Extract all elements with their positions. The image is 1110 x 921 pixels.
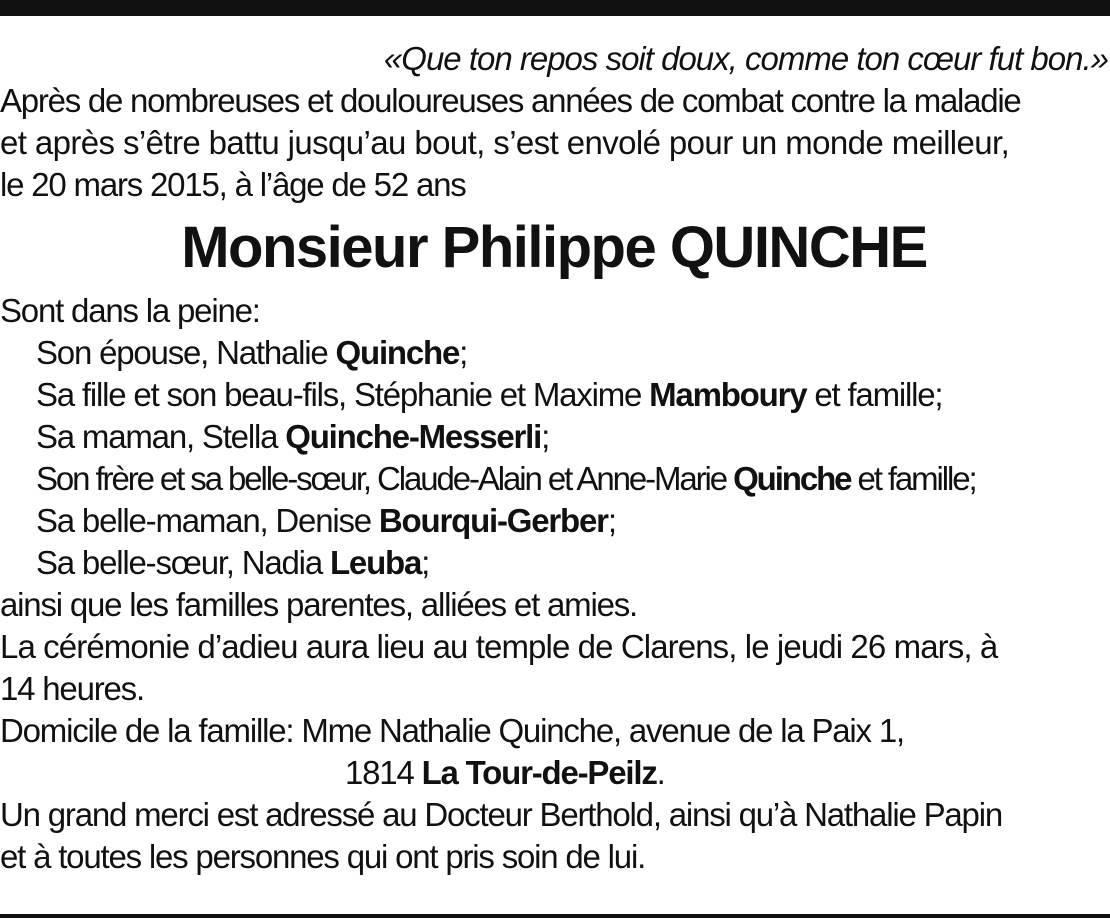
mourner-line [0,458,1108,500]
mourner-surname: Quinche-Messerli [285,418,542,455]
bottom-border-rule [0,914,1110,918]
domicile-postcode: 1814 [345,754,422,791]
deceased-name: Monsieur Philippe QUINCHE [181,215,927,280]
mourner-surname: Quinche [335,334,460,371]
mourner-text: Son épouse, Nathalie [36,334,336,371]
mourner-line [0,416,1108,458]
mourners-heading: Sont dans la peine: [0,292,260,329]
mourner-line [0,500,1108,542]
domicile-address [0,752,1108,794]
mourner-suffix: ; [421,544,430,581]
intro-line-1: Après de nombreuses et douloureuses années de combat contre la maladie [0,82,1021,119]
thanks-line-1: Un grand merci est adressé au Docteur Berthold, ainsi qu’à Nathalie Papin [0,796,1002,833]
mourner-surname: Bourqui-Gerber [378,502,608,539]
mourner-text: Sa maman, Stella [36,418,286,455]
mourner-text: Sa belle-sœur, Nadia [36,544,330,581]
mourner-line [0,374,1108,416]
intro-line-3: le 20 mars 2015, à l’âge de 52 ans [0,166,466,203]
domicile-line-1: Domicile de la famille: Mme Nathalie Quinche, avenue de la Paix 1, [0,712,904,749]
domicile-town: La Tour-de-Peilz [421,754,657,791]
mourner-suffix: ; [541,418,550,455]
domicile-end: . [656,754,665,791]
obituary-notice [0,38,1108,878]
epigraph-quote: «Que ton repos soit doux, comme ton cœur fut bon.» [383,40,1108,77]
mourner-text: Sa fille et son beau-fils, Stéphanie et Maxime [36,376,650,413]
mourner-suffix: ; [459,334,468,371]
intro-line-2: et après s’être battu jusqu’au bout, s’est envolé pour un monde meilleur, [0,124,1010,161]
mourner-suffix: ; [607,502,616,539]
mourner-surname: Quinche [733,460,851,497]
mourner-suffix: et famille; [850,460,976,497]
mourner-surname: Mamboury [649,376,807,413]
thanks-line-2: et à toutes les personnes qui ont pris soin de lui. [0,838,646,875]
ceremony-line-1: La cérémonie d’adieu aura lieu au temple de Clarens, le jeudi 26 mars, à [0,628,998,665]
mourner-line [0,542,1108,584]
mourner-surname: Leuba [329,544,422,581]
mourner-line [0,332,1108,374]
mourner-text: Son frère et sa belle-sœur, Claude-Alain et Anne-Marie [36,460,734,497]
mourner-text: Sa belle-maman, Denise [36,502,379,539]
top-border-rule [0,0,1110,16]
mourner-suffix: et famille; [806,376,943,413]
ceremony-line-2: 14 heures. [0,670,144,707]
families-line: ainsi que les familles parentes, alliées et amies. [0,586,638,623]
